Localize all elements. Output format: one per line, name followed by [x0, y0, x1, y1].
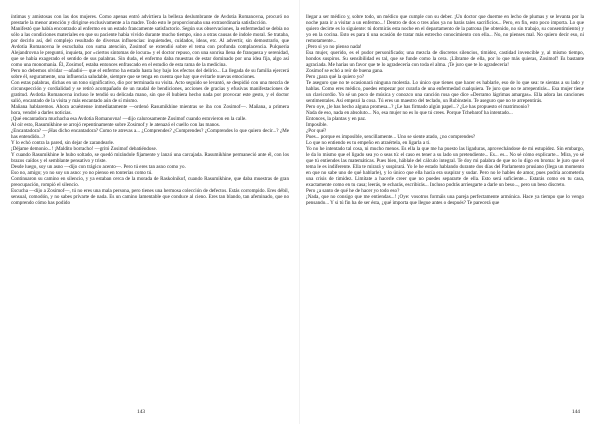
paragraph: Esa mujer, querido, es el pudor personificado; una mezcla de discretos silencios, timidez, castidad invencible y, al mismo tiempo, hondos suspiros. Su sensibilidad es tal, que se funde como la cera. ¡Líbrame de ella, por lo que más quieras, Zosimof! Es bastante agraciada. Me harías un favor que te lo agradecería con toda el alma. ¡Te juro que te lo agradecería!	[306, 50, 584, 69]
paragraph: Manifestó que había encontrado al enfermo en un estado francamente satisfactorio. Según sus observaciones, la enfermedad se debía no sólo a las condiciones materiales en que su paciente había vivido durante mucho tiempo, sino a otras causas de índole moral. Se trataba, por decirlo así, del complejo resultado de diversas influencias: inquietudes, cuidados, ideas, etc. Al advertir, sin demostrarlo, que Avdotia Romanovna le escuchaba con suma atención, Zosimof se extendió sobre el tema con profunda complacencia. Pulqueria Alejandrovna le preguntó, inquieta, por «ciertos síntomas de locura» y el doctor repuso, con una sonrisa llena de franqueza y serenidad, que se había exagerado el sentido de sus palabras. Sin duda, el enfermo daba muestras de estar dominado por una idea fija, algo así como una monomanía. Él, Zosimof, estaba entonces enfrascado en el estudio de esta rama de la medicina.	[11, 26, 289, 69]
paragraph: Con estas palabras, dichas en un tono significativo, dio por terminada su visita. Acto seguido se levantó, se despidió con una mezcla de circunspección y cordialidad y se retiró acompañado de un raudal de bendiciones, acciones de gracias y efusivas manifestaciones de gratitud. Avdotia Romanovna incluso le tendió su delicada mano, sin que él hubiera hecho nada por provocar este gesto, y el doctor salió, encantado de la visita y más encantado aún de sí mismo.	[11, 80, 289, 105]
paragraph: Imposible.	[306, 122, 328, 129]
left-page	[11, 14, 289, 416]
left-page-text	[11, 14, 289, 400]
paragraph: Pero oye, ¿le has hecho alguna promesa...? ¿Le has firmado algún papel...? ¿Le has propuesto el matrimonio?	[306, 104, 530, 111]
paragraph: Continuaron su camino en silencio, y ya estaban cerca de la morada de Raskolnikof, cuando Rasumikhine, que daba muestras de gran preocupación, rompió el silencio.	[11, 176, 289, 189]
paragraph: Y lo echó contra la pared, sin dejar de zarandearle.	[11, 140, 115, 147]
paragraph: ¿Encantadora? —¡Has dicho encantadora? Como te atrevas a... ¿Comprendes? ¿Comprendes? ¿Comprendes lo que quiero decir...? ¿Me has entendido...?	[11, 128, 289, 141]
paragraph: Te aseguro que no te ocasionará ninguna molestia. Lo único que tienes que hacer es hablarle, eso de lo que sea: te sientas a su lado y hablas. Como eres médico, puedes empezar por curarla de una enfermedad cualquiera. Te juro que no te arrepentirás... Esa mujer tiene un clavicordio. Yo sé un poco de música y conozco una canción rusa que dice «Derramo lágrimas amargas». Ella adora las canciones sentimentales. Así empezó la cosa. Tú eres un maestro del teclado, un Rubinstein. Te aseguro que no te arrepentirás.	[306, 80, 584, 105]
right-page	[306, 14, 584, 416]
paragraph: Pues... porque es imposible, sencillamente... Uno se siente atado, ¿no comprendes?	[306, 134, 476, 141]
page-number: 144	[571, 409, 580, 415]
paragraph: Entonces, la plantas y en paz.	[306, 116, 367, 123]
paragraph: íntimas y amistosas con las dos mujeres. Como apenas entró advirtiera la belleza deslumbrante de Avdotia Romanovna, procuró no prestarle la menor atención y dirigirse exclusivamente a la madre. Todo esto le proporcionaba una extraordinaria satisfacción.	[11, 14, 289, 27]
paragraph: Nada de eso, nada en absoluto... No, esa mujer no es lo que tú crees. Porque Tchebarof ha intentado...	[306, 110, 513, 117]
paragraph: ¡Pero si yo no pienso nada!	[306, 44, 362, 51]
paragraph: Yo no he intentado tal cosa, ni mucho menos. Es ella la que me ha puesto las ligaduras, aprovechándose de mi estupidez. Sin embargo, le da lo mismo que el ligado sea yo o seas tú: el caso es tener a su lado un pretendiente... Es... es... No sé cómo explicarte... Mira, yo sé que tú entiendes las matemáticas. Pues bien, háblale del cálculo integral. Te doy mi palabra de que no lo digo en broma: le juro que el tema le es indiferente. Ella te mirará y suspirará. Yo le he estado hablando durante dos días del Parlamento prusiano (llega un momento en que no sabe uno de qué hablarle), y lo único que ella hacía era suspirar y sudar. Pero no le hables de amor, pues podría acometerla una crisis de timidez. Limítate a hacerle creer que no puedes separarte de ella. Esto será suficiente... Estarás como en tu casa, exactamente como en tu casa; leerás, te echarás, escribirás... Incluso podrás arriesgarte a darle un beso..., pero un beso discreto.	[306, 146, 584, 189]
paragraph: ¿Por qué?	[306, 128, 327, 135]
paragraph: Y cuando Rasumikhine le hubo soltado, se quedó mirándole fijamente y lanzó una carcajada. Rasumikhine permaneció ante él, con los brazos caídos y el semblante pensativo y triste.	[11, 152, 289, 165]
paragraph: Zosimof se echó a reír de buena gana.	[306, 68, 384, 75]
paragraph: Pero ¿para qué la quiero yo?	[306, 74, 365, 81]
paragraph: Pero ¿a santo de qué he de hacer yo todo eso?	[306, 188, 400, 195]
page-number: 143	[137, 409, 146, 415]
paragraph: Lo que no entiendo es tu empeño en atraértela, en ligarla a ti.	[306, 140, 431, 147]
paragraph: llegar a ser médico y, sobre todo, un médico que cumple con su deber. ¡Un doctor que duerme en lecho de plumas y se levanta por la noche para ir a visitar a un enfermo...! Dentro de dos o tres años ya no harás tales sacrificios... Pero, en fin, esto poco importa. Lo que quiero decirte es lo siguiente: tú dormirás esta noche en el departamento de la patrona (he obtenido, no sin trabajo, su consentimiento) y yo en la cocina. Esto es para ti una ocasión de tratar más estrecho conocimiento con ella... No, no pienses mal. No quiero decir eso, ni remotamente...	[306, 14, 584, 45]
paragraph: ¡Nada, que no consigo que me entiendas...! ¡Oye: vosotros formáis una pareja perfectamente armónica. Hace ya tiempo que lo vengo pensando... Y si tú fin ha de ser ésta, ¿qué importa que llegue antes o después? Te parecerá que	[306, 194, 584, 207]
paragraph: Pero no debemos olvidar —añadió— que el enfermo ha estado hasta hoy bajo los efectos del delirio... La llegada de su familia ejercerá sobre él, seguramente, una influencia saludable, siempre que se tenga en cuenta que hay que evitarle nuevas emociones.	[11, 68, 289, 81]
right-page-text	[306, 14, 584, 400]
paragraph: ¡Qué encantadora muchacha esa Avdotia Romanovna! —dijo calurosamente Zosimof cuando estuvieron en la calle.	[11, 116, 247, 123]
paragraph: Mañana hablaremos. Ahora acuéstense inmediatamente —ordenó Rasumikhine mientras se iba con Zosimof—. Mañana, a primera hora, vendré a darles noticias.	[11, 104, 289, 117]
paragraph: ¡Déjame demonio...! ¡Maldito borracho! —gritó Zosimof debatiéndose.	[11, 146, 157, 153]
paragraph: Eso no, amigo; yo no soy un asno: yo no pienso en tonterías como tú.	[11, 170, 153, 177]
gutter-shadow	[299, 0, 300, 424]
paragraph: Desde luego, soy un asno —dijo con trágico acento—. Pero tú eres tan asno como yo.	[11, 164, 186, 171]
paragraph: Escucha —dijo a Zosimof—, tú no eres una mala persona, pero tienes una hermosa colección de defectos. Estás corrompido. Eres débil, sensual, comodón, y no sabes privarte de nada. Es un camino lamentable que conduce al cieno. Eres tan blando, tan afeminado, que no comprendo cómo has podido	[11, 188, 289, 207]
paragraph: Al oír esto, Rasumikhine se arrojó repentinamente sobre Zosimof y le atenazó el cuello con las manos.	[11, 122, 221, 129]
